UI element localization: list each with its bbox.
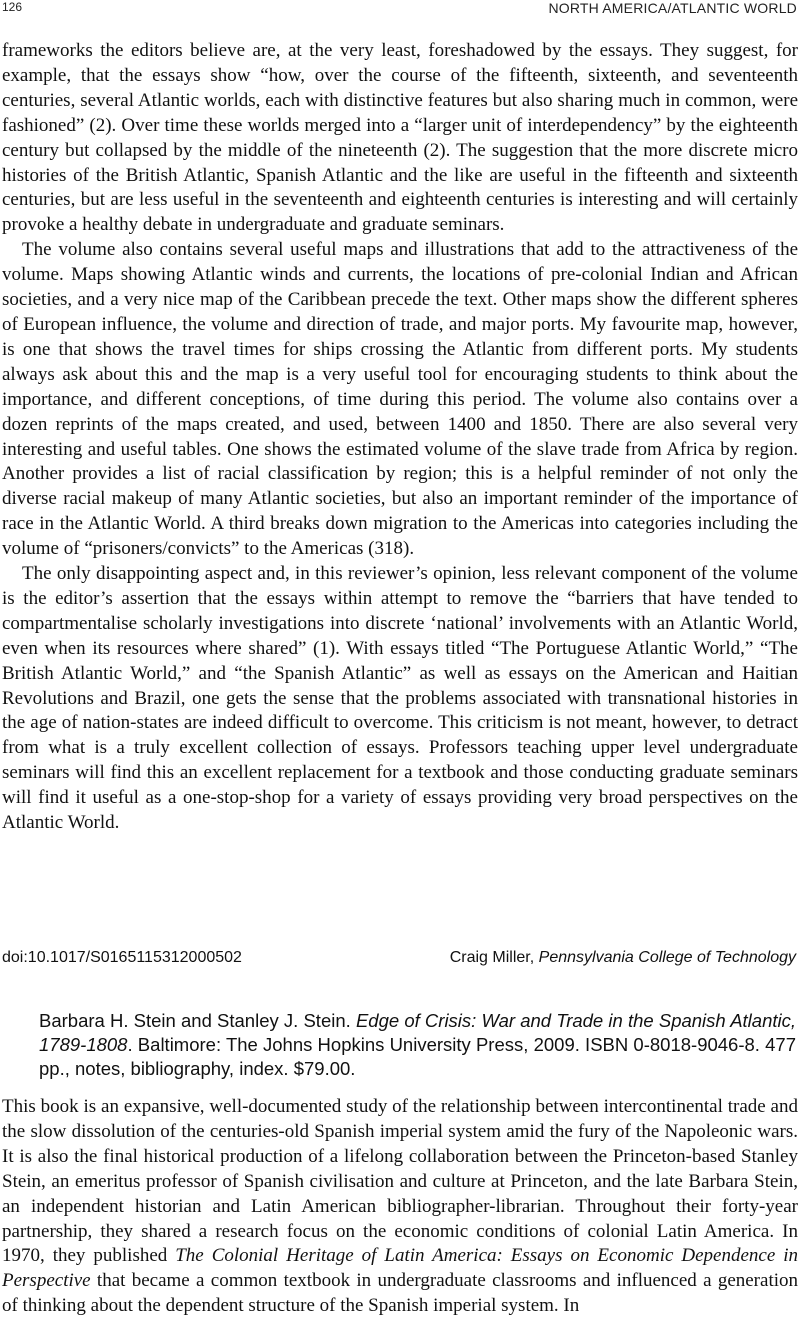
review-paragraph: frameworks the editors believe are, at the very least, foreshadowed by the essays. They suggest, for example, that the essays show “how, over the course of the fifteenth, sixteenth, and seventeenth centuries, several Atlantic worlds, each with distinctive features but also sharing much in common, were fashioned” (2). Over time these worlds merged into a “larger unit of interdependency” by the eighteenth century but collapsed by the middle of the nineteenth (2). The suggestion that the more discrete micro histories of the British Atlantic, Spanish Atlantic and the like are useful in the fifteenth and sixteenth centuries, but are less useful in the seventeenth and eighteenth centuries is interesting and will certainly provoke a healthy debate in undergraduate and graduate seminars. (2, 40, 798, 236)
running-title: NORTH AMERICA/ATLANTIC WORLD (548, 0, 797, 16)
review-paragraph: The only disappointing aspect and, in this reviewer’s opinion, less relevant component of the volume is the editor’s assertion that the essays within attempt to remove the “barriers that have tended to compartmentalise scholarly investigations into discrete ‘national’ involvements with an Atlantic World, even when its resources where shared” (1). With essays titled “The Portuguese Atlantic World,” “The British Atlantic World,” and “the Spanish Atlantic” as well as essays on the American and Haitian Revolutions and Brazil, one gets the sense that the problems associated with transnational histories in the age of nation-states are indeed difficult to overcome. This criticism is not meant, however, to detract from what is a truly excellent collection of essays. Professors teaching upper level undergraduate seminars will find this an excellent replacement for a textbook and those conducting graduate seminars will find it useful as a one-stop-shop for a variety of essays providing very broad perspectives on the Atlantic World. (2, 563, 798, 834)
next-review-book-title: The Colonial Heritage of Latin America: Essays on Economic Dependence in Perspective (2, 1245, 798, 1292)
review-body (2, 39, 798, 836)
doi-link[interactable]: doi:10.1017/S0165115312000502 (2, 949, 242, 966)
reviewer-name: Craig Miller, (449, 949, 535, 966)
citation-details: . Baltimore: The Johns Hopkins University Press, 2009. ISBN 0-8018-9046-8. 477 pp., notes, bibliography, index. $79.00. (39, 1034, 796, 1079)
running-header (0, 0, 800, 22)
reviewer-affiliation: Pennsylvania College of Technology (538, 949, 796, 966)
citation-title: Edge of Crisis: War and Trade in the Spanish Atlantic, 1789-1808 (39, 1010, 796, 1055)
next-review-text-cont: that became a common textbook in undergraduate classrooms and influenced a generation of thinking about the dependent structure of the Spanish imperial system. In (2, 1270, 798, 1317)
review-paragraph: The volume also contains several useful maps and illustrations that add to the attractiveness of the volume. Maps showing Atlantic winds and currents, the locations of pre-colonial Indian and African societies, and a very nice map of the Caribbean precede the text. Other maps show the different spheres of European influence, the volume and direction of trade, and major ports. My favourite map, however, is one that shows the travel times for ships crossing the Atlantic from different ports. My students always ask about this and the map is a very useful tool for encouraging students to think about the importance, and different conceptions, of time during this period. The volume also contains over a dozen reprints of the maps created, and used, between 1400 and 1850. There are also several very interesting and useful tables. One shows the estimated volume of the slave trade from Africa by region. Another provides a list of racial classification by region; this is a helpful reminder of not only the diverse racial makeup of many Atlantic societies, but also an important reminder of the importance of race in the Atlantic World. A third breaks down migration to the Americas into categories including the volume of “prisoners/convicts” to the Americas (318). (2, 239, 798, 560)
page-number: 126 (2, 0, 23, 14)
citation-authors: Barbara H. Stein and Stanley J. Stein. (39, 1010, 351, 1031)
review-signature (2, 945, 796, 971)
next-review-text: This book is an expansive, well-documented study of the relationship between intercontinental trade and the slow dissolution of the centuries-old Spanish imperial system amid the fury of the Napoleonic wars. It is also the final historical production of a lifelong collaboration between the Princeton-based Stanley Stein, an emeritus professor of Spanish civilisation and culture at Princeton, and the late Barbara Stein, an independent historian and Latin American bibliographer-librarian. Throughout their forty-year partnership, they shared a research focus on the economic conditions of colonial Latin America. In 1970, they published (2, 1096, 798, 1267)
next-review-paragraph (2, 1095, 798, 1319)
reviewer-credit (450, 949, 796, 967)
next-review-body (2, 1095, 798, 1319)
book-citation (39, 1009, 796, 1081)
